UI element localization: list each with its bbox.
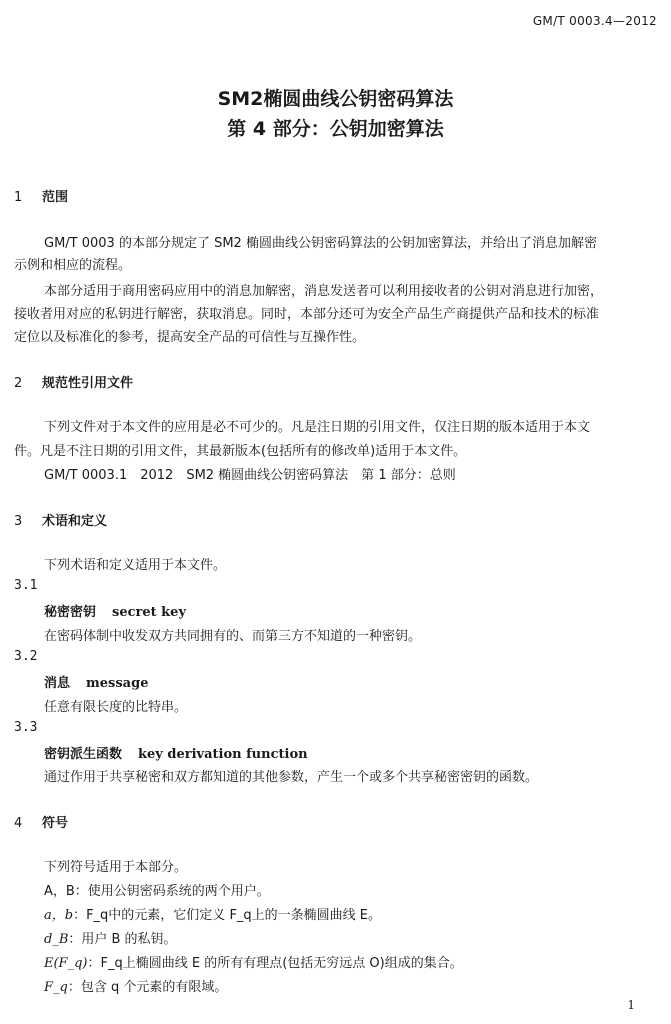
document-subtitle: 第 4 部分：公钥加密算法: [227, 118, 444, 140]
symbol: E(F_q): [44, 956, 88, 971]
s4-intro: 下列符号适用于本部分。: [44, 860, 188, 875]
standard-number: GM/T 0003.4—2012: [532, 14, 657, 28]
symbol: d_B: [44, 932, 69, 947]
symbol-text: ：F_q中的元素，它们定义 F_q上的一条椭圆曲线 E。: [73, 908, 382, 923]
symbol: a，b: [44, 908, 74, 923]
symbol-definition: [44, 976, 227, 995]
document-title: SM2椭圆曲线公钥密码算法: [217, 88, 454, 110]
s2-paragraph-line-2: 件。凡是不注日期的引用文件，其最新版本(包括所有的修改单)适用于本文件。: [14, 444, 467, 459]
term-en: secret key: [112, 605, 187, 620]
s3-intro: 下列术语和定义适用于本文件。: [44, 558, 227, 573]
normative-reference: GM/T 0003.1 2012 SM2 椭圆曲线公钥密码算法 第 1 部分：总则: [44, 468, 456, 483]
symbol-definition: [44, 952, 463, 971]
symbol-definition: [44, 904, 381, 923]
section-number: 1: [14, 190, 23, 205]
s1-paragraph-2-line-1: 本部分适用于商用密码应用中的消息加解密，消息发送者可以利用接收者的公钥对消息进行加密，: [44, 284, 604, 299]
section-title: 术语和定义: [42, 514, 108, 529]
s2-paragraph-line-1: 下列文件对于本文件的应用是必不可少的。凡是注日期的引用文件，仅注日期的版本适用于本文: [44, 420, 591, 435]
term-en: key derivation function: [138, 747, 308, 762]
symbol-text: ：用户 B 的私钥。: [68, 932, 177, 947]
s1-paragraph-1-line-1: GM/T 0003 的本部分规定了 SM2 椭圆曲线公钥密码算法的公钥加密算法，并给出了消息加解密: [44, 236, 597, 251]
symbol-text: ：F_q上椭圆曲线 E 的所有有理点(包括无穷远点 O)组成的集合。: [87, 956, 463, 971]
term-definition: 任意有限长度的比特串。: [44, 700, 188, 715]
s1-paragraph-1-line-2: 示例和相应的流程。: [14, 258, 132, 273]
section-title: 规范性引用文件: [42, 376, 134, 391]
term-number: 3.2: [14, 649, 38, 664]
section-number: 4: [14, 816, 23, 831]
term-number: 3.3: [14, 720, 38, 735]
term-zh: 密钥派生函数: [44, 747, 123, 762]
term-name: [44, 743, 308, 762]
term-number: 3.1: [14, 578, 38, 593]
symbol-text: ：包含 q 个元素的有限域。: [67, 980, 228, 995]
term-name: [44, 672, 148, 691]
symbol-definition: A，B：使用公钥密码系统的两个用户。: [44, 884, 270, 899]
page-number: 1: [627, 998, 635, 1012]
term-zh: 消息: [44, 676, 71, 691]
symbol-definition: [44, 928, 177, 947]
s1-paragraph-2-line-2: 接收者用对应的私钥进行解密，获取消息。同时，本部分还可为安全产品生产商提供产品和技术的标准: [14, 307, 600, 322]
term-definition: 通过作用于共享秘密和双方都知道的其他参数，产生一个或多个共享秘密密钥的函数。: [44, 770, 539, 785]
s1-paragraph-2-line-3: 定位以及标准化的参考，提高安全产品的可信性与互操作性。: [14, 330, 366, 345]
section-number: 2: [14, 376, 23, 391]
section-3-heading: [14, 510, 107, 529]
term-zh: 秘密密钥: [44, 605, 97, 620]
section-title: 符号: [42, 816, 69, 831]
term-en: message: [86, 676, 149, 691]
section-4-heading: [14, 812, 68, 831]
term-definition: 在密码体制中收发双方共同拥有的、而第三方不知道的一种密钥。: [44, 629, 422, 644]
section-1-heading: [14, 186, 68, 205]
term-name: [44, 601, 186, 620]
section-title: 范围: [42, 190, 69, 205]
section-number: 3: [14, 514, 23, 529]
symbol: F_q: [44, 980, 68, 995]
section-2-heading: [14, 372, 133, 391]
